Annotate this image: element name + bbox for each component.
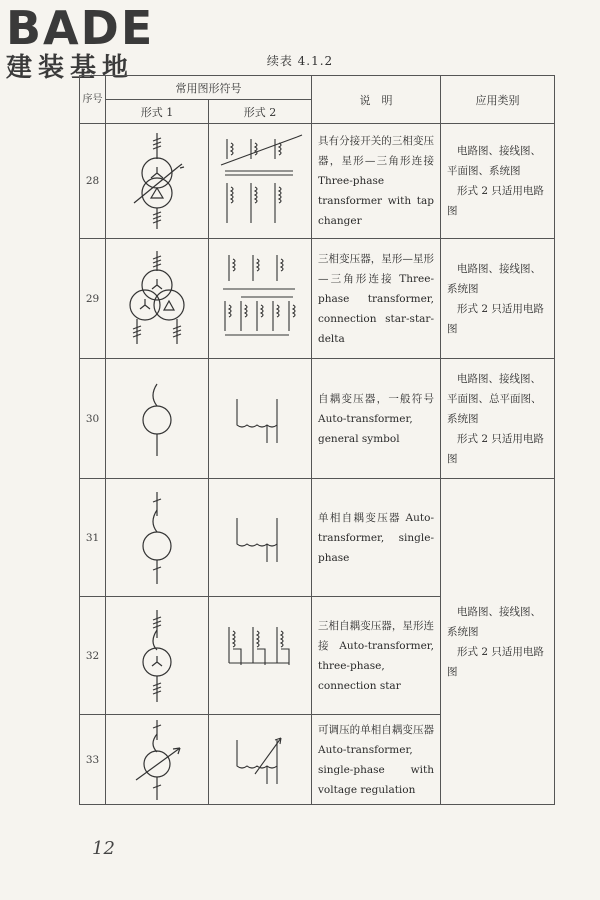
row-number: 29: [80, 239, 106, 359]
table-row: [80, 239, 555, 359]
table-row: [80, 479, 555, 597]
transformer-tap-symbol-icon: [122, 131, 192, 231]
symbol-form2: [209, 239, 312, 359]
symbol-form2: [209, 479, 312, 597]
autotransformer-icon: [127, 374, 187, 464]
header-form2: 形式 2: [209, 100, 312, 124]
row-number: 32: [80, 597, 106, 715]
table-row: [80, 124, 555, 239]
logo-subtext: 建装基地: [6, 53, 135, 83]
header-desc: 说 明: [312, 76, 441, 124]
symbol-form1: [106, 359, 209, 479]
variable-coil-icon: [225, 730, 295, 790]
symbol-form1: [106, 715, 209, 805]
header-symbols: 常用图形符号: [106, 76, 312, 100]
table-row: [80, 359, 555, 479]
row-description: 三相变压器，星形—星形—三角形连接 Three-phase transformer, connection star-star-delta: [312, 239, 441, 359]
symbol-form2: [209, 359, 312, 479]
category-line: 电路图、接线图、平面图、系统图: [447, 145, 541, 177]
row-number: 33: [80, 715, 106, 805]
logo-text: BADE: [6, 1, 155, 55]
row-description: 单相自耦变压器 Auto-transformer, single-phase: [312, 479, 441, 597]
single-phase-coil-icon: [225, 508, 295, 568]
row-category: [441, 239, 555, 359]
autotransformer-coil-icon: [225, 389, 295, 449]
symbol-form2: [209, 597, 312, 715]
row-category: [441, 359, 555, 479]
three-phase-coil-icon: [215, 621, 305, 691]
symbol-form1: [106, 479, 209, 597]
header-seq: 序号: [80, 76, 106, 124]
category-note: 形式 2 只适用电路图: [447, 185, 544, 217]
table-caption: 续表 4.1.2: [266, 54, 334, 68]
row-category-merged: [441, 479, 555, 805]
symbol-table: [79, 75, 555, 805]
row-description: 具有分接开关的三相变压器，星形—三角形连接 Three-phase transformer with tap changer: [312, 124, 441, 239]
row-description: 可调压的单相自耦变压器 Auto-transformer, single-phase with voltage regulation: [312, 715, 441, 805]
symbol-form2: [209, 715, 312, 805]
row-number: 30: [80, 359, 106, 479]
row-description: 三相自耦变压器，星形连接 Auto-transformer, three-phase, connection star: [312, 597, 441, 715]
header-category: 应用类别: [441, 76, 555, 124]
three-phase-autotransformer-icon: [127, 606, 187, 706]
category-note: 形式 2 只适用电路图: [447, 302, 544, 335]
row-number: 28: [80, 124, 106, 239]
category-line: 电路图、接线图、系统图: [447, 262, 541, 295]
symbol-form2: [209, 124, 312, 239]
row-category: [441, 124, 555, 239]
single-phase-autotransformer-icon: [127, 488, 187, 588]
transformer-tap-coil-icon: [215, 131, 305, 231]
header-form1: 形式 1: [106, 100, 209, 124]
symbol-form1: [106, 597, 209, 715]
row-number: 31: [80, 479, 106, 597]
category-line: 电路图、接线图、平面图、总平面图、系统图: [447, 372, 542, 425]
category-note: 形式 2 只适用电路图: [447, 432, 544, 465]
category-line: 电路图、接线图、系统图: [447, 605, 541, 638]
row-description: 自耦变压器，一般符号 Auto-transformer, general symbol: [312, 359, 441, 479]
symbol-form1: [106, 239, 209, 359]
three-winding-transformer-icon: [117, 249, 197, 349]
symbol-form1: [106, 124, 209, 239]
category-note: 形式 2 只适用电路图: [447, 645, 544, 678]
three-winding-coil-icon: [215, 249, 305, 349]
page-number: 12: [92, 838, 115, 859]
variable-autotransformer-icon: [122, 718, 192, 802]
